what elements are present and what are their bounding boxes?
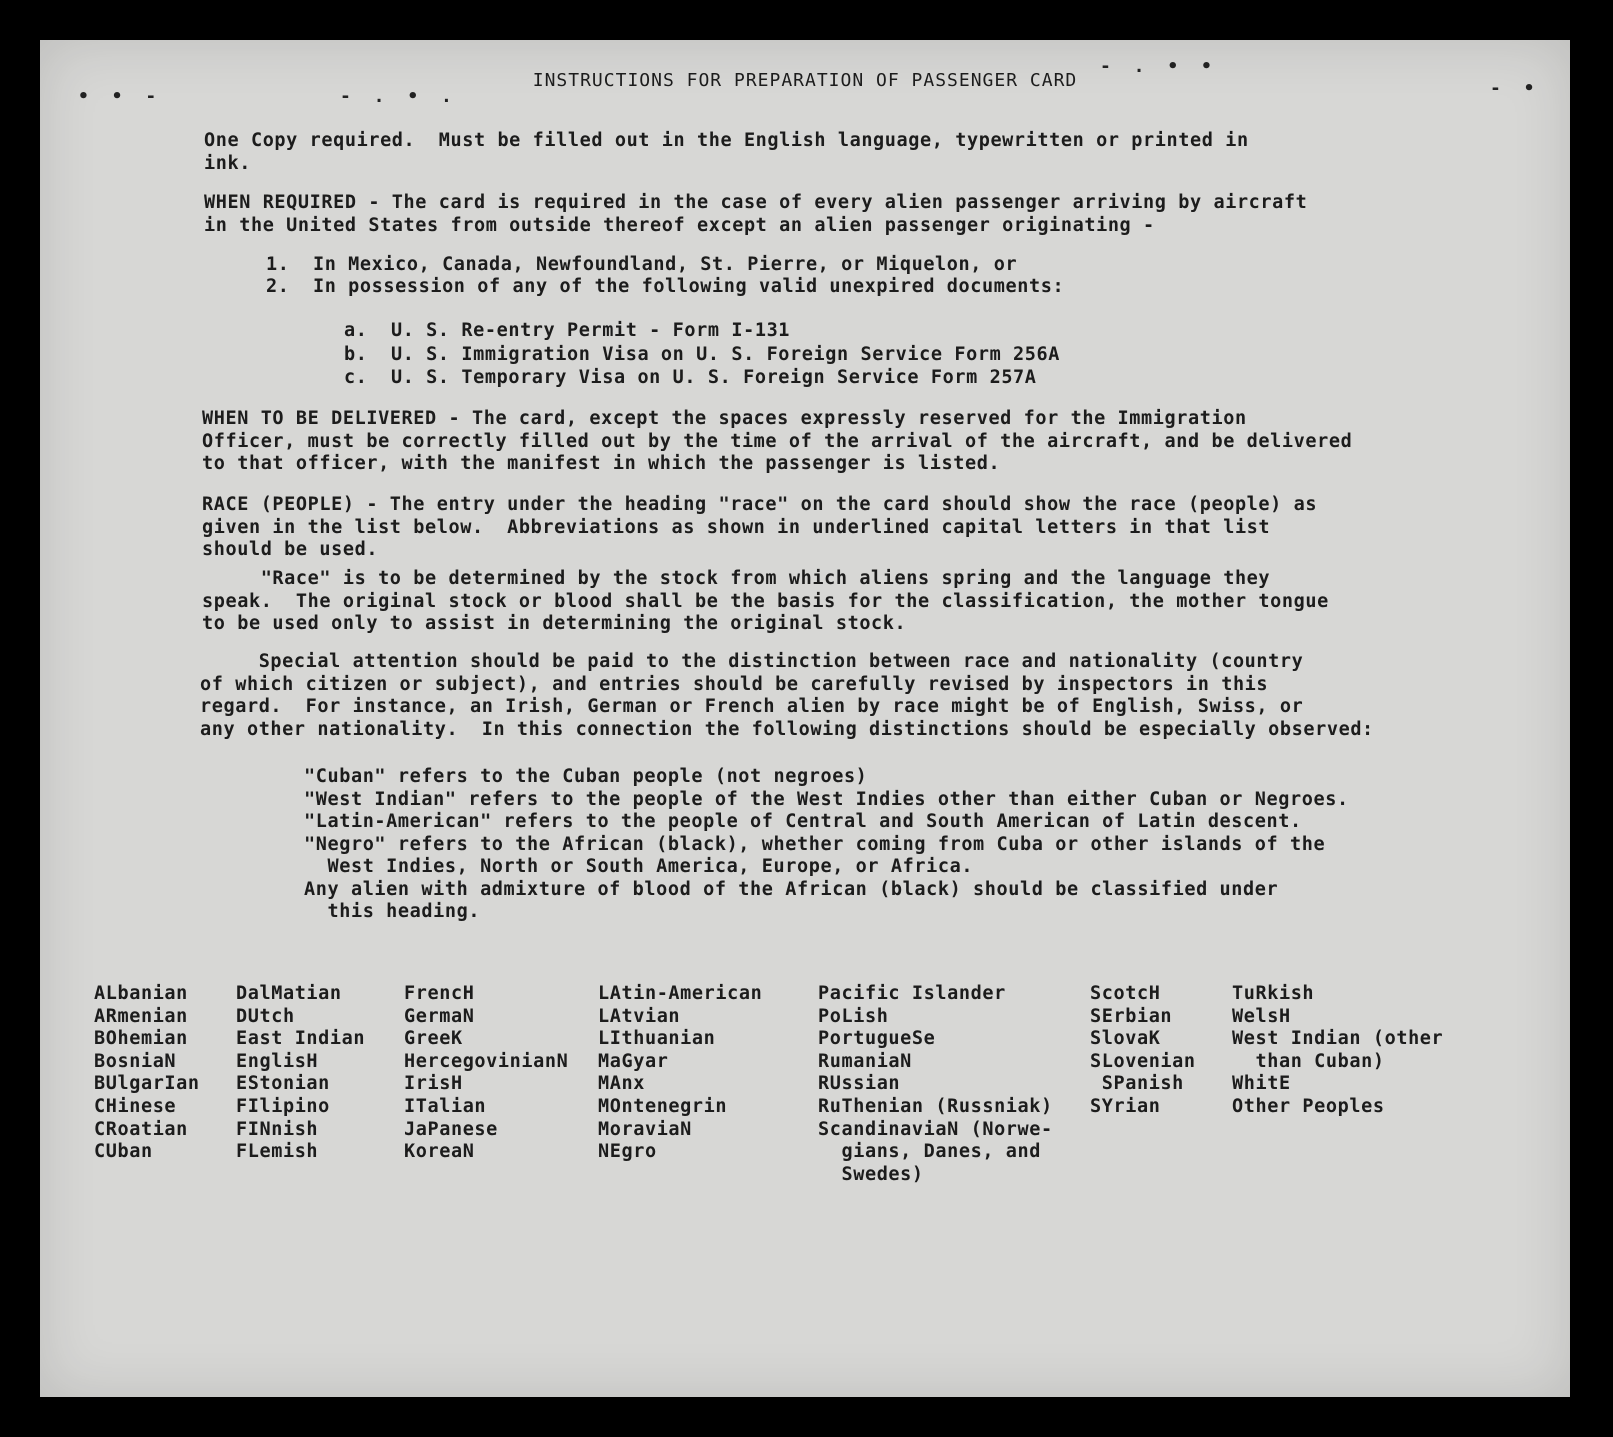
race-entry: JaPanese [404,1118,498,1140]
when-delivered-paragraph: WHEN TO BE DELIVERED - The card, except the spaces expressly reserved for the Immigration Officer, must be correctly filled out by the time of the arrival of the aircraft, and be delivered to that officer, with the manifest in which the passenger is listed. [202,408,1353,474]
speck-marks: - . • • [1100,56,1218,77]
race-entry: ITalian [404,1095,487,1117]
race-entry: Other Peoples [1232,1095,1385,1117]
race-entry: Pacific Islander [818,983,1006,1004]
race-entry: FrencH [404,983,475,1004]
race-entry: EnglisH [236,1050,319,1072]
race-entry: FLemish [236,1141,319,1163]
special-attention-paragraph: Special attention should be paid to the distinction between race and nationality (country of which citizen or subject), and entries should be carefully revised by inspectors in this regard. For instance, an Irish, German or French alien by race might be of English, Swiss, or any other nationality. In this connection the following distinctions should be especially observed: [200,651,1374,740]
race-entry: RumaniaN [818,1050,912,1072]
race-entry: FINnish [236,1118,319,1140]
race-entry: ALbanian [94,983,188,1004]
race-entry: GreeK [404,1028,463,1050]
race-entry: WelsH [1232,1005,1291,1027]
race-entry: ARmenian [94,1005,188,1027]
race-column-7 [1232,983,1443,1119]
race-determined-paragraph: "Race" is to be determined by the stock from which aliens spring and the language they speak. The original stock or blood shall be the basis for the classification, the mother tongue to be used only to assist in determining the original stock. [202,568,1329,634]
race-entry: than Cuban) [1232,1050,1385,1072]
race-entry: NEgro [598,1141,657,1163]
race-entry: gians, Danes, and [818,1141,1042,1163]
race-entry: SlovaK [1090,1028,1161,1050]
race-column-6 [1090,983,1196,1119]
race-entry: Swedes) [818,1163,924,1185]
race-entry: PortugueSe [818,1028,936,1050]
document-subitem-b: b. U. S. Immigration Visa on U. S. Foreign Service Form 256A [344,344,1061,365]
race-entry: RUssian [818,1073,901,1095]
speck-marks: - . • . [340,86,458,107]
race-entry: MaGyar [598,1050,669,1072]
race-entry: CRoatian [94,1118,188,1140]
race-entry: DUtch [236,1005,295,1027]
race-entry: ScandinaviaN (Norwe- [818,1118,1053,1140]
race-entry: SErbian [1090,1005,1173,1027]
race-entry: GermaN [404,1005,475,1027]
race-entry: CHinese [94,1095,177,1117]
race-column-3 [404,983,568,1164]
intro-paragraph: One Copy required. Must be filled out in the English language, typewritten or printed in ink. [204,130,1249,174]
race-column-1 [94,983,200,1164]
race-entry: TuRkish [1232,983,1315,1004]
race-entry: DalMatian [236,983,342,1004]
when-required-paragraph: WHEN REQUIRED - The card is required in the case of every alien passenger arriving by aircraft in the United States from outside thereof except an alien passenger originating - [204,192,1308,236]
document-subitem-c: c. U. S. Temporary Visa on U. S. Foreign Service Form 257A [344,367,1037,388]
race-entry: BUlgarIan [94,1073,200,1095]
race-entry: West Indian (other [1232,1028,1444,1050]
race-entry: FIlipino [236,1095,330,1117]
race-entry: LAtin-American [598,983,763,1004]
race-entry: PoLish [818,1005,889,1027]
race-entry: BosniaN [94,1050,177,1072]
race-entry: KoreaN [404,1141,475,1163]
race-entry: EStonian [236,1073,330,1095]
race-entry: LAtvian [598,1005,681,1027]
speck-marks: • • - [78,86,163,107]
race-entry: IrisH [404,1073,463,1095]
when-required-item-2: 2. In possession of any of the following valid unexpired documents: [266,276,1065,297]
race-entry: SPanish [1090,1073,1184,1095]
distinctions-list: "Cuban" refers to the Cuban people (not negroes) "West Indian" refers to the people of the West Indies other than either Cuban or Negroes. "Latin-American" refers to the people of Central and South American of Latin descent. "Negro" refers to the African (black), whether coming from Cuba or other islands of the West Indies, North or South America, Europe, or Africa. Any alien with admixture of blood of the African (black) should be classified under this heading. [304,766,1349,922]
race-entry: RuThenian (Russniak) [818,1095,1053,1117]
speck-marks: - • [1490,78,1541,99]
race-entry: MAnx [598,1073,645,1095]
paper-sheet [40,40,1570,1397]
race-people-paragraph: RACE (PEOPLE) - The entry under the heading "race" on the card should show the race (people) as given in the list below. Abbreviations as shown in underlined capital letters in that list should be used. [202,494,1318,560]
race-entry: BOhemian [94,1028,188,1050]
race-entry: CUban [94,1141,153,1163]
race-column-4 [598,983,762,1164]
race-entry: ScotcH [1090,983,1161,1004]
when-required-item-1: 1. In Mexico, Canada, Newfoundland, St. Pierre, or Miquelon, or [266,254,1018,275]
race-entry: MOntenegrin [598,1095,728,1117]
race-entry: WhitE [1232,1073,1291,1095]
race-entry: HercegovinianN [404,1050,569,1072]
race-column-5 [818,983,1053,1186]
race-entry: SYrian [1090,1095,1161,1117]
race-entry: East Indian [236,1028,366,1050]
race-entry: SLovenian [1090,1050,1196,1072]
document-subitem-a: a. U. S. Re-entry Permit - Form I-131 [344,320,791,341]
race-entry: MoraviaN [598,1118,692,1140]
race-column-2 [236,983,365,1164]
page-title: INSTRUCTIONS FOR PREPARATION OF PASSENGER CARD [532,70,1078,91]
race-entry: LIthuanian [598,1028,716,1050]
